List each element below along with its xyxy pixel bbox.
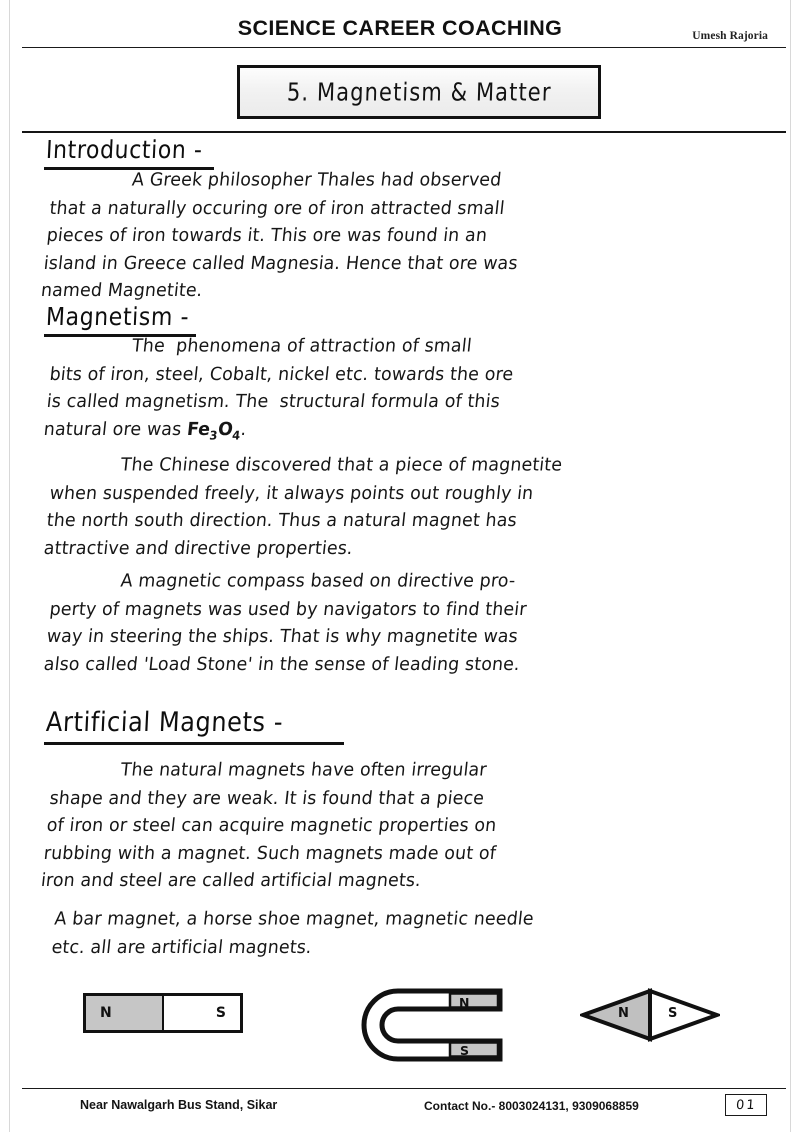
chapter-title: 5. Magnetism & Matter [286,77,552,107]
paragraph-magnetic-compass: A magnetic compass based on directive pro- perty of magnets was used by navigators to find their way in steering the ships. That is why magnetite was also called 'Load Stone' in the sense of leading stone. [42,571,528,675]
footer-divider-rule [22,1088,786,1089]
author-byline: Umesh Rajoria [692,30,768,42]
paragraph-artificial-magnets: The natural magnets have often irregular shape and they are weak. It is found that a piece of iron or steel can acquire magnetic properties on rubbing with a magnet. Such magnets made out of iron and steel are called artificial magnets. [39,760,498,892]
chapter-title-box [237,65,601,119]
needle-north-label: N [618,1006,629,1021]
bar-magnet-south-label: S [215,1005,226,1021]
paragraph-magnet-examples: A bar magnet, a horse shoe magnet, magnetic needle etc. all are artificial magnets. [50,909,535,958]
paragraph-chinese-discovery: The Chinese discovered that a piece of magnetite when suspended freely, it always points out roughly in the north south direction. Thus a natural magnet has attractive and directive properties. [42,455,564,559]
institute-name: SCIENCE CAREER COACHING [237,16,563,40]
formula-element-o: O [216,418,234,440]
bar-magnet-north-label: N [100,1005,112,1021]
bar-magnet-north-pole [86,996,164,1030]
header-divider-rule [22,47,786,48]
bar-magnet-south-pole [164,996,240,1030]
footer-address: Near Nawalgarh Bus Stand, Sikar [80,1098,278,1112]
magnetic-needle-shape [580,987,720,1043]
paragraph-magnetism-definition [42,333,784,449]
horseshoe-north-label: N [459,995,470,1010]
page-frame-right-border [790,0,791,1132]
footer-contact: Contact No.- 8003024131, 9309068859 [424,1099,639,1113]
heading-magnetism: Magnetism - [45,303,190,332]
chemical-formula-magnetite [185,418,242,443]
formula-period: . [239,418,248,440]
needle-south-label: S [668,1006,678,1021]
formula-element-fe: Fe [185,418,212,440]
page-number-box [725,1094,767,1116]
paragraph-introduction: A Greek philosopher Thales had observed that a naturally occuring ore of iron attracted small pieces of iron towards it. This ore was found in an island in Greece called Magnesia. Hence that ore was named Magnetite. [39,170,519,302]
horseshoe-south-label: S [460,1043,470,1058]
page-number: 01 [735,1097,757,1113]
heading-introduction: Introduction - [45,136,204,165]
bar-magnet-diagram [83,993,243,1033]
heading-artificial-magnets-underline [44,742,344,745]
formula-subscript-3: 3 [208,427,219,443]
title-divider-rule [22,131,786,133]
page-frame-left-border [9,0,10,1132]
formula-subscript-4: 4 [231,427,242,443]
magnet-diagrams-row [0,975,800,1075]
horseshoe-magnet-shape [352,983,512,1068]
paragraph-magnetism-definition-text: The phenomena of attraction of small bits of iron, steel, Cobalt, nickel etc. towards the ore is called magnetism. The structural formula of this natural ore was [42,336,515,440]
horseshoe-magnet-diagram [352,983,512,1068]
magnetic-needle-diagram [580,987,720,1043]
heading-artificial-magnets: Artificial Magnets - [45,706,284,738]
